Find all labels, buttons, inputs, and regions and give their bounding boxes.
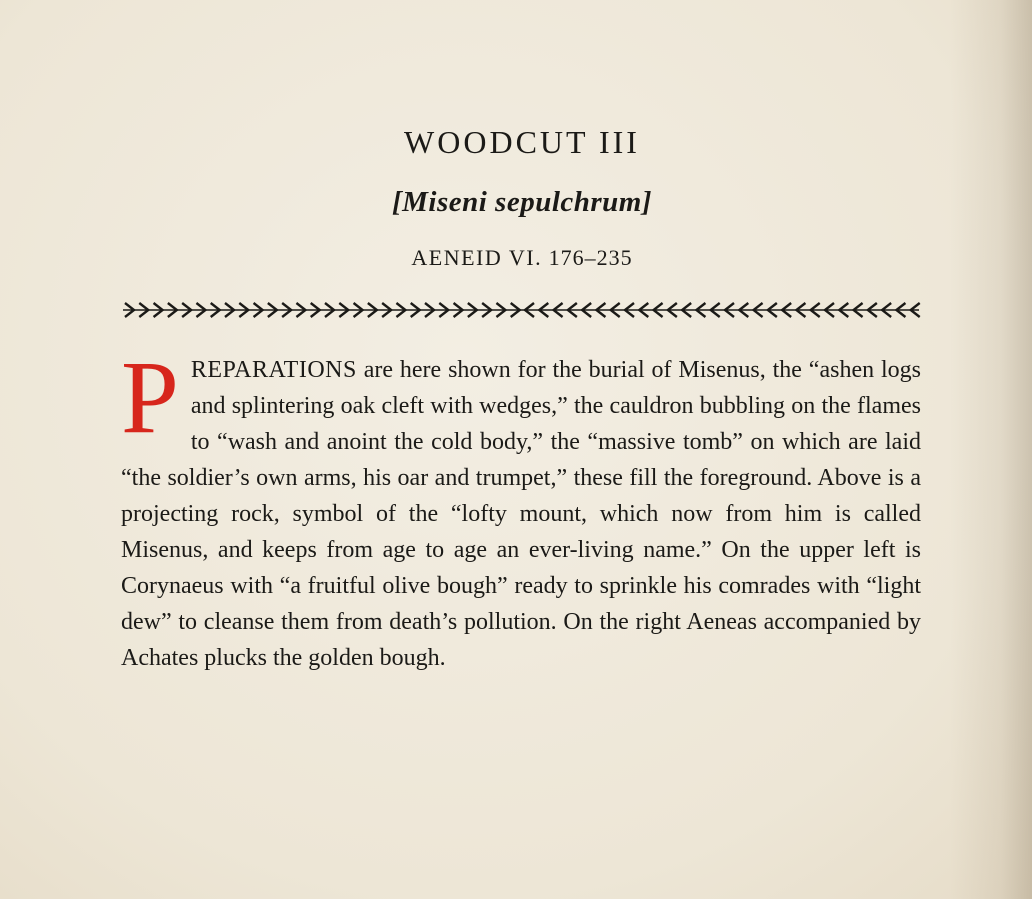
drop-cap-initial: P	[121, 340, 179, 455]
opening-small-caps: REPARATIONS	[190, 357, 357, 383]
aeneid-reference	[0, 245, 1032, 271]
reference-label: AENEID VI.	[411, 245, 543, 270]
chevron-ornament-rule	[121, 298, 921, 322]
reference-range: 176–235	[548, 245, 633, 270]
page-title: WOODCUT III	[404, 124, 640, 160]
woodcut-description	[121, 340, 921, 676]
ornament-right-pointing-chevrons	[123, 303, 919, 317]
latin-subtitle: [Miseni sepulchrum]	[391, 186, 653, 218]
description-text: are here shown for the burial of Misenus, the “ashen logs and splintering oak cleft with wedges,” the cauldron bubbling on the flames to “wash and anoint the cold body,” the “massive tomb” on which are laid “the soldier’s own arms, his oar and trumpet,” these fill the foreground. Above is a projecting rock, symbol of the “lofty mount, which now from him is called Misenus, and keeps from age to age an ever-living name.” On the upper left is Corynaeus with “a fruitful olive bough” ready to sprinkle his comrades with “light dew” to cleanse them from death’s pollution. On the right Aeneas accompanied by Achates plucks the golden bough.	[121, 357, 921, 671]
